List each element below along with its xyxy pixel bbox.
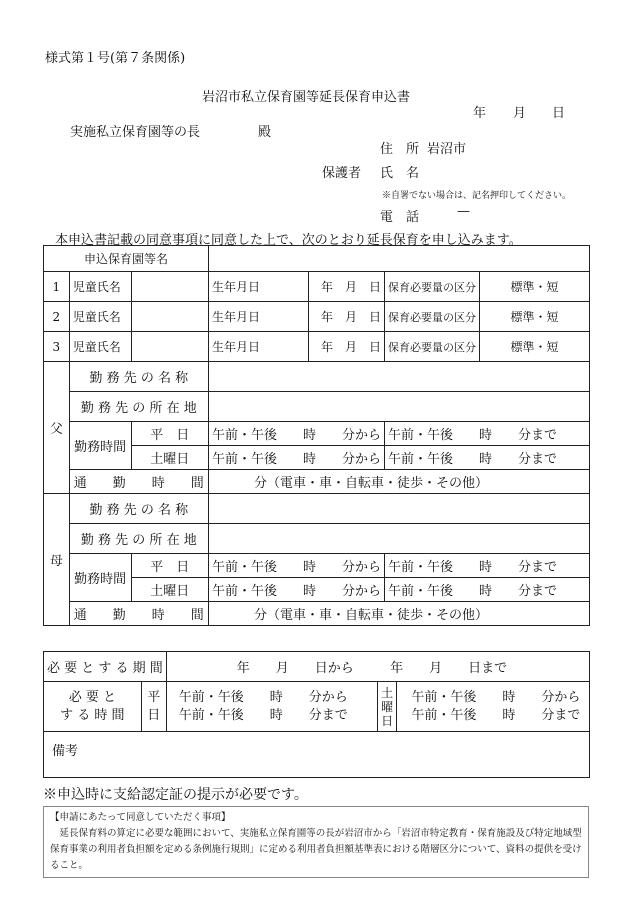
need-label: 保育必要量の区分	[384, 302, 479, 332]
child-no: 1	[44, 272, 70, 302]
date-day: 日	[552, 106, 566, 121]
consent-heading: 【申請にあたって同意していただく事項】	[50, 812, 231, 823]
consent-body: 延長保育料の算定に必要な範囲において、実施私立保育園等の長が岩沼市から「岩沼市特定教育・保育施設及び特定地域型保育事業の利用者負担額を定める条例施行規則」に定める利用者負担額基準表における階層区分について、資料の提供を受けること。	[50, 828, 582, 871]
saturday-char-3: 日	[381, 713, 394, 728]
period-to: 年 月 日まで	[390, 661, 508, 676]
weekday-label: 平 日	[131, 554, 208, 578]
work-name-field[interactable]	[208, 362, 589, 392]
child-name-label: 児童氏名	[69, 302, 131, 332]
need-label: 保育必要量の区分	[384, 272, 479, 302]
birth-label: 生年月日	[208, 272, 308, 302]
footer-note: ※申込時に支給認定証の提示が必要です。	[43, 787, 308, 803]
weekday-to[interactable]: 午前・午後 時 分まで	[384, 554, 589, 578]
application-table	[43, 245, 590, 626]
saturday-label: 土曜日	[131, 446, 208, 470]
need-value[interactable]: 標準・短	[479, 302, 589, 332]
child-name-field[interactable]	[131, 272, 208, 302]
birth-label: 生年月日	[208, 332, 308, 362]
facility-label: 申込保育園等名	[44, 246, 209, 272]
commute-field[interactable]: 分（電車・車・自転車・徒歩・その他）	[208, 470, 589, 494]
parent-label-father: 父	[44, 362, 70, 494]
parent-label-mother: 母	[44, 494, 70, 626]
facility-field[interactable]	[208, 246, 589, 272]
child-no: 2	[44, 302, 70, 332]
weekday-time-from: 午前・午後 時 分から	[178, 689, 348, 705]
document-title: 岩沼市私立保育園等延長保育申込書	[202, 90, 411, 105]
saturday-cell	[377, 682, 397, 732]
weekday-from[interactable]: 午前・午後 時 分から	[208, 422, 384, 446]
saturday-from[interactable]: 午前・午後 時 分から	[208, 446, 384, 470]
saturday-label: 土曜日	[131, 578, 208, 602]
saturday-from[interactable]: 午前・午後 時 分から	[208, 578, 384, 602]
phone-label: 電 話	[380, 210, 420, 225]
need-value[interactable]: 標準・短	[479, 272, 589, 302]
need-label: 保育必要量の区分	[384, 332, 479, 362]
saturday-time-to: 午前・午後 時 分まで	[411, 707, 581, 723]
commute-field[interactable]: 分（電車・車・自転車・徒歩・その他）	[208, 602, 589, 626]
saturday-char-1: 土	[381, 685, 394, 700]
weekday-to[interactable]: 午前・午後 時 分まで	[384, 422, 589, 446]
need-value[interactable]: 標準・短	[479, 332, 589, 362]
required-time-label-2: す る 時 間	[60, 707, 125, 723]
consent-box	[43, 806, 589, 878]
work-time-label: 勤務時間	[69, 422, 131, 470]
remarks-field[interactable]	[44, 732, 590, 778]
child-name-label: 児童氏名	[69, 332, 131, 362]
period-table	[43, 651, 590, 778]
birth-label: 生年月日	[208, 302, 308, 332]
saturday-to[interactable]: 午前・午後 時 分まで	[384, 578, 589, 602]
birth-date[interactable]: 年 月 日	[309, 302, 385, 332]
child-name-label: 児童氏名	[69, 272, 131, 302]
address-value: 岩沼市	[427, 142, 467, 157]
honorific: 殿	[258, 125, 272, 140]
work-address-field[interactable]	[208, 392, 589, 422]
saturday-char-2: 曜	[381, 699, 394, 714]
saturday-time-field[interactable]	[397, 682, 590, 732]
weekday-cell	[141, 682, 166, 732]
weekday-char-1: 平	[147, 689, 161, 705]
work-address-field[interactable]	[208, 524, 589, 554]
child-no: 3	[44, 332, 70, 362]
child-row	[44, 302, 590, 332]
remarks-label: 備考	[52, 744, 79, 759]
commute-label: 通 勤 時 間	[69, 470, 208, 494]
work-name-label: 勤 務 先 の 名 称	[69, 494, 208, 524]
period-from: 年 月 日から	[236, 661, 354, 676]
commute-label: 通 勤 時 間	[69, 602, 208, 626]
form-number: 様式第１号(第７条関係)	[45, 51, 186, 66]
saturday-time-from: 午前・午後 時 分から	[411, 689, 581, 705]
date-year: 年	[473, 106, 487, 121]
child-name-field[interactable]	[131, 332, 208, 362]
required-time-label	[44, 682, 142, 732]
guardian-label: 保護者	[322, 166, 362, 181]
work-address-label: 勤 務 先 の 所 在 地	[69, 392, 208, 422]
weekday-from[interactable]: 午前・午後 時 分から	[208, 554, 384, 578]
work-name-label: 勤 務 先 の 名 称	[69, 362, 208, 392]
child-row	[44, 272, 590, 302]
period-field[interactable]	[166, 652, 589, 682]
weekday-time-field[interactable]	[166, 682, 377, 732]
name-label: 氏 名	[380, 166, 420, 181]
work-name-field[interactable]	[208, 494, 589, 524]
addressee: 実施私立保育園等の長	[70, 125, 201, 140]
work-address-label: 勤 務 先 の 所 在 地	[69, 524, 208, 554]
weekday-time-to: 午前・午後 時 分まで	[178, 707, 348, 723]
saturday-to[interactable]: 午前・午後 時 分まで	[384, 446, 589, 470]
weekday-char-2: 日	[147, 707, 161, 723]
seal-note: ※自署でない場合は、記名押印してください。	[382, 191, 572, 201]
address-label: 住 所	[380, 142, 420, 157]
required-time-label-1: 必 要 と	[68, 689, 116, 705]
birth-date[interactable]: 年 月 日	[309, 272, 385, 302]
weekday-label: 平 日	[131, 422, 208, 446]
child-name-field[interactable]	[131, 302, 208, 332]
period-label: 必 要 と す る 期 間	[44, 652, 167, 682]
intro-text: 本申込書記載の同意事項に同意した上で、次のとおり延長保育を申し込みます。	[55, 233, 522, 248]
birth-date[interactable]: 年 月 日	[309, 332, 385, 362]
date-month: 月	[513, 106, 527, 121]
phone-dash: —	[457, 204, 470, 219]
work-time-label: 勤務時間	[69, 554, 131, 602]
child-row	[44, 332, 590, 362]
